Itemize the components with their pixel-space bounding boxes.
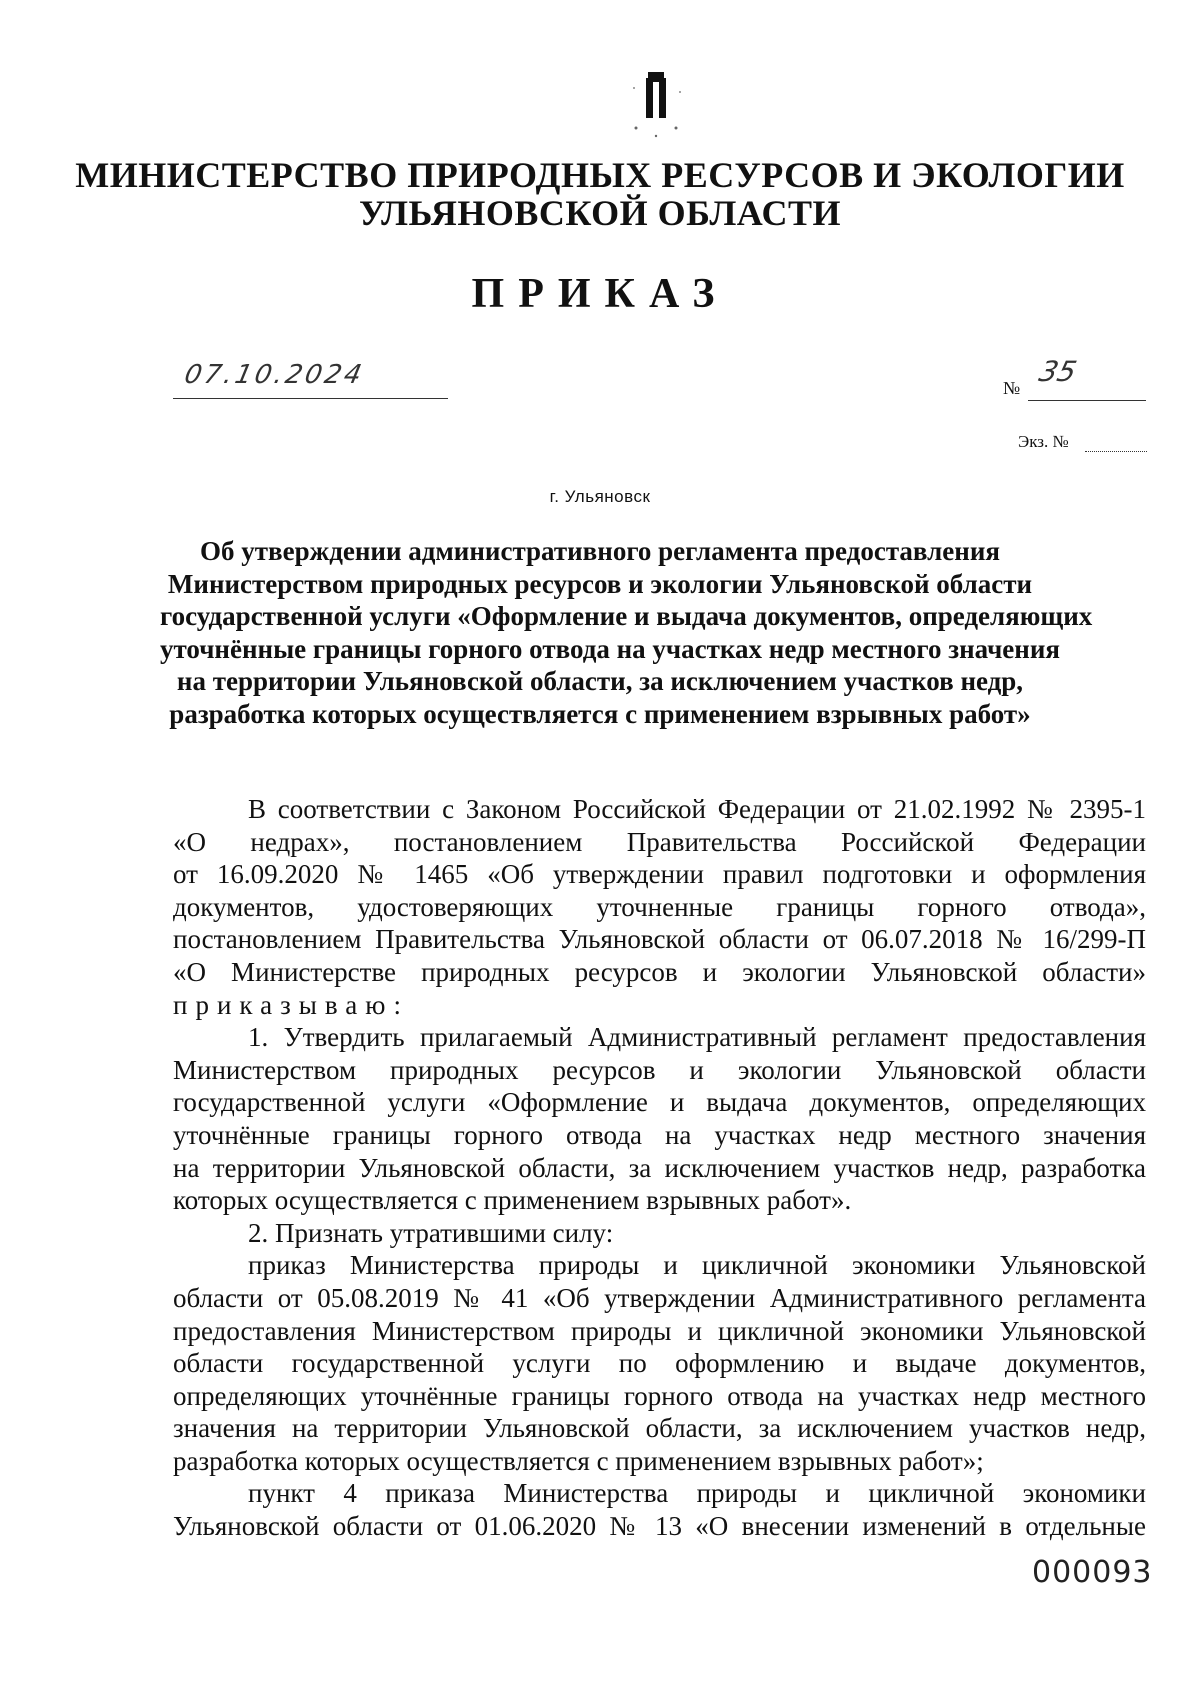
body-line: «О Министерстве природных ресурсов и экологии Ульяновской области» (173, 956, 1146, 987)
coat-of-arms-emblem (626, 68, 686, 148)
body-line: определяющих уточнённые границы горного отвода на участках недр местного (173, 1380, 1146, 1411)
body-line: 1. Утвердить прилагаемый Административный регламент предоставления (248, 1022, 1146, 1053)
order-title-line: на территории Ульяновской области, за исключением участков недр, (176, 666, 1024, 696)
ministry-name-line1: МИНИСТЕРСТВО ПРИРОДНЫХ РЕСУРСОВ И ЭКОЛОГИИ (75, 155, 1125, 195)
body-line: приказ Министерства природы и цикличной экономики Ульяновской (248, 1250, 1146, 1281)
order-body (173, 793, 1146, 1543)
handwritten-number: 35 (1035, 355, 1080, 388)
body-line: постановлением Правительства Ульяновской области от 06.07.2018 № 16/299-П (173, 924, 1146, 955)
date-underline (173, 398, 448, 399)
ministry-name-line2: УЛЬЯНОВСКОЙ ОБЛАСТИ (358, 193, 842, 233)
body-line-order-verb: приказываю: (173, 989, 409, 1020)
copy-number-label: Экз. № (1018, 432, 1069, 451)
page-number: 000093 (1032, 1555, 1153, 1590)
body-line: предоставления Министерством природы и цикличной экономики Ульяновской (173, 1315, 1146, 1346)
body-line: разработка которых осуществляется с применением взрывных работ»; (173, 1445, 984, 1476)
body-line: пункт 4 приказа Министерства природы и цикличной экономики (248, 1478, 1146, 1509)
body-line: области государственной услуги по оформлению и выдаче документов, (173, 1348, 1146, 1379)
number-underline (1028, 400, 1146, 401)
order-title-line: Об утверждении административного регламента предоставления (200, 536, 1000, 566)
order-title-line: Министерством природных ресурсов и экологии Ульяновской области (167, 568, 1033, 599)
body-line: уточнённые границы горного отвода на участках недр местного значения (173, 1119, 1146, 1150)
body-line: государственной услуги «Оформление и выдача документов, определяющих (173, 1087, 1146, 1118)
number-label: № (1003, 378, 1021, 398)
body-line: на территории Ульяновской области, за исключением участков недр, разработка (173, 1152, 1146, 1183)
body-line: В соответствии с Законом Российской Федерации от 21.02.1992 № 2395-1 (248, 794, 1146, 824)
body-line: 2. Признать утратившими силу: (248, 1217, 614, 1248)
body-line: от 16.09.2020 № 1465 «Об утверждении правил подготовки и оформления (173, 859, 1146, 890)
city-name: г. Ульяновск (549, 487, 651, 506)
body-line: «О недрах», постановлением Правительства Российской Федерации (173, 826, 1146, 857)
body-line: области от 05.08.2019 № 41 «Об утверждении Административного регламента (173, 1282, 1146, 1313)
order-title-line: разработка которых осуществляется с применением взрывных работ» (169, 698, 1031, 729)
copy-number-underline (1085, 451, 1147, 452)
handwritten-date: 07.10.2024 (181, 360, 368, 390)
document-type-heading: ПРИКАЗ (471, 271, 729, 317)
body-line: документов, удостоверяющих уточненные границы горного отвода», (173, 891, 1146, 922)
body-line: Ульяновской области от 01.06.2020 № 13 «О внесении изменений в отдельные (173, 1511, 1146, 1542)
order-title-line: государственной услуги «Оформление и выдача документов, определяющих (160, 601, 1093, 631)
body-line: которых осуществляется с применением взрывных работ». (173, 1185, 852, 1216)
body-line: значения на территории Ульяновской области, за исключением участков недр, (173, 1413, 1146, 1444)
order-title-line: уточнённые границы горного отвода на участках недр местного значения (160, 633, 1061, 664)
body-line: Министерством природных ресурсов и экологии Ульяновской области (173, 1054, 1146, 1085)
order-title (160, 535, 1093, 730)
